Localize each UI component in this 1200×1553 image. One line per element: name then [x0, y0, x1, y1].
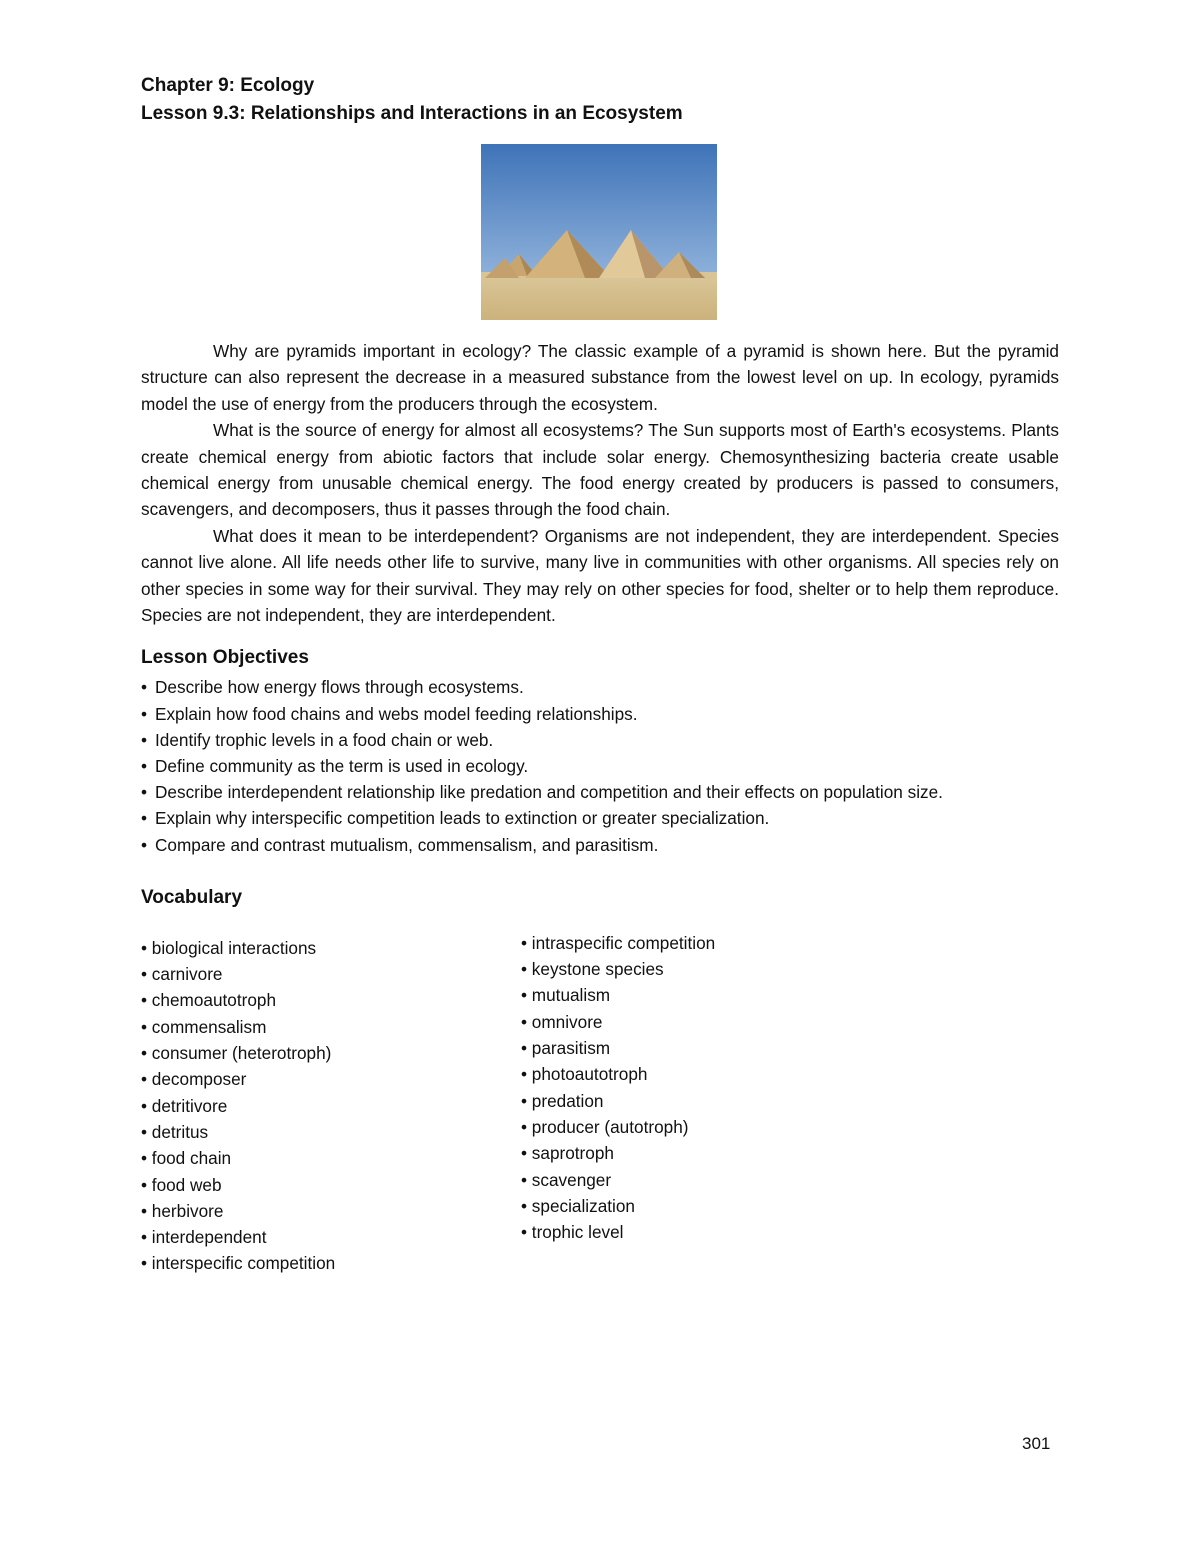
- lesson-title: Lesson 9.3: Relationships and Interactions in an Ecosystem: [141, 103, 683, 124]
- list-item: • carnivore: [141, 964, 223, 985]
- chapter-title: Chapter 9: Ecology: [141, 75, 315, 96]
- list-item: • Compare and contrast mutualism, commensalism, and parasitism.: [141, 834, 659, 855]
- list-item: • decomposer: [141, 1069, 247, 1090]
- list-item: • herbivore: [141, 1200, 224, 1221]
- list-item: • interspecific competition: [141, 1253, 336, 1274]
- list-item: • trophic level: [521, 1222, 624, 1243]
- intro-paragraph-3: What does it mean to be interdependent? Organisms are not independent, they are interdependent. Species cannot live alone. All life needs other life to survive, many live in communities with other organisms. All species rely on other species in some way for their survival. They may rely on other species for food, shelter or to help them reproduce. Species are not independent, they are interdependent.: [141, 525, 1059, 626]
- intro-paragraph-2: What is the source of energy for almost all ecosystems? The Sun supports most of Earth's ecosystems. Plants create chemical energy from abiotic factors that include solar energy. Chemosynthesizing bacteria create usable chemical energy from unusable chemical energy. The food energy created by producers is passed to consumers, scavengers, and decomposers, thus it passes through the food chain.: [141, 420, 1059, 520]
- intro-paragraph-1: Why are pyramids important in ecology? The classic example of a pyramid is shown here. But the pyramid structure can also represent the decrease in a measured substance from the lowest level on up. In ecology, pyramids model the use of energy from the producers through the ecosystem.: [141, 341, 1059, 414]
- list-item: • predation: [521, 1090, 604, 1111]
- list-item: • producer (autotroph): [521, 1116, 689, 1137]
- list-item: • Identify trophic levels in a food chain or web.: [141, 729, 494, 750]
- list-item: • saprotroph: [521, 1143, 614, 1164]
- list-item: • food web: [141, 1174, 222, 1195]
- objectives-list: [141, 674, 1059, 857]
- list-item: • omnivore: [521, 1011, 603, 1032]
- list-item: • Describe how energy flows through ecosystems.: [141, 677, 524, 698]
- list-item: • commensalism: [141, 1016, 267, 1037]
- list-item: • specialization: [521, 1195, 635, 1216]
- list-item: • detritivore: [141, 1095, 228, 1116]
- list-item: • Describe interdependent relationship like predation and competition and their effects on population size.: [141, 782, 943, 803]
- list-item: • parasitism: [521, 1038, 611, 1059]
- list-item: • chemoautotroph: [141, 990, 277, 1011]
- list-item: • interdependent: [141, 1227, 267, 1248]
- objectives-heading: Lesson Objectives: [141, 647, 309, 669]
- pyramids-illustration: [481, 144, 717, 320]
- list-item: • food chain: [141, 1148, 232, 1169]
- list-item: • Define community as the term is used in ecology.: [141, 756, 529, 777]
- list-item: • Explain how food chains and webs model feeding relationships.: [141, 703, 638, 724]
- list-item: • biological interactions: [141, 937, 317, 958]
- list-item: • scavenger: [521, 1169, 612, 1190]
- pyramids-photo: [481, 144, 717, 320]
- list-item: • photoautotroph: [521, 1064, 648, 1085]
- list-item: • keystone species: [521, 959, 664, 980]
- list-item: • Explain why interspecific competition leads to extinction or greater specialization.: [141, 808, 770, 829]
- page-number: 301: [1022, 1434, 1051, 1453]
- vocabulary-list-right: [521, 930, 715, 1246]
- intro-text: [141, 338, 1059, 628]
- list-item: • consumer (heterotroph): [141, 1043, 332, 1064]
- vocabulary-list-left: [141, 935, 335, 1277]
- list-item: • mutualism: [521, 985, 611, 1006]
- vocabulary-heading: Vocabulary: [141, 886, 243, 908]
- document-page: [141, 72, 1059, 1290]
- vocabulary-columns: [141, 930, 1059, 1290]
- list-item: • detritus: [141, 1121, 209, 1142]
- list-item: • intraspecific competition: [521, 932, 716, 953]
